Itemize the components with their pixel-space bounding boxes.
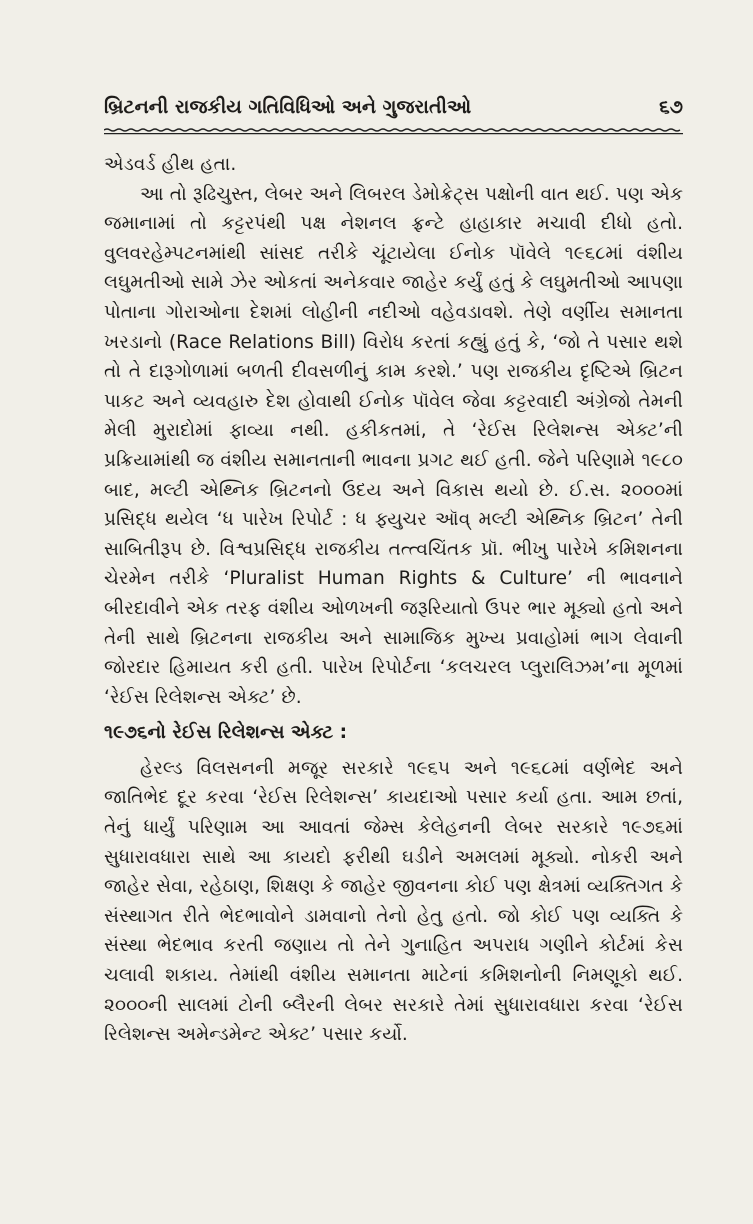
section-heading: ૧૯૭૬નો રેઈસ રિલેશન્સ એક્ટ : (104, 722, 348, 744)
paragraph-1: એડવર્ડ હીથ હતા. (104, 154, 237, 175)
page-number: ૬૭ (659, 96, 683, 118)
page-header (104, 96, 683, 118)
paragraph-3: હેરલ્ડ વિલસનની મજૂર સરકારે ૧૯૬૫ અને ૧૯૬૮માં વર્ણભેદ અને જાતિભેદ દૂર કરવા ‘રેઈસ રિલેશન્સ’ કાયદાઓ પસાર કર્યા હતા. આમ છતાં, તેનું ધાર્યું પરિણામ આ આવતાં જેમ્સ કેલેહનની લેબર સરકારે ૧૯૭૬માં સુધારાવધારા સાથે આ કાયદો ફરીથી ઘડીને અમલમાં મૂક્યો. નોકરી અને જાહેર સેવા, રહેઠાણ, શિક્ષણ કે જાહેર જીવનના કોઈ પણ ક્ષેત્રમાં વ્યક્તિગત કે સંસ્થાગત રીતે ભેદભાવોને ડામવાનો તેનો હેતુ હતો. જો કોઈ પણ વ્યક્તિ કે સંસ્થા ભેદભાવ કરતી જણાય તો તેને ગુનાહિત અપરાધ ગણીને કોર્ટમાં કેસ ચલાવી શકાય. તેમાંથી વંશીય સમાનતા માટેનાં કમિશનોની નિમણૂકો થઈ. ૨૦૦૦ની સાલમાં ટોની બ્લૈરની લેબર સરકારે તેમાં સુધારાવધારા કરવા ‘રેઈસ રિલેશન્સ અમેન્ડમેન્ટ એક્ટ’ પસાર કર્યો. (104, 757, 683, 1046)
running-title: બ્રિટનની રાજકીય ગતિવિધિઓ અને ગુજરાતીઓ (104, 96, 472, 118)
paragraph-2: આ તો રૂઢિચુસ્ત, લેબર અને લિબરલ ડેમોક્રેટ્સ પક્ષોની વાત થઈ. પણ એક જમાનામાં તો કટ્ટરપંથી પક્ષ નેશનલ ફ્રન્ટે હાહાકાર મચાવી દીધો હતો. વુલવરહેમ્પટનમાંથી સાંસદ તરીકે ચૂંટાયેલા ઈનોક પૉવેલે ૧૯૬૮માં વંશીય લઘુમતીઓ સામે ઝેર ઓકતાં અનેકવાર જાહેર કર્યું હતું કે લઘુમતીઓ આપણા પોતાના ગોરાઓના દેશમાં લોહીની નદીઓ વહેવડાવશે. તેણે વર્ણીય સમાનતા ખરડાનો (Race Relations Bill) વિરોધ કરતાં કહ્યું હતું કે, ‘જો તે પસાર થશે તો તે દારૂગોળામાં બળતી દીવસળીનું કામ કરશે.’ પણ રાજકીય દૃષ્ટિએ બ્રિટન પાકટ અને વ્યવહારુ દેશ હોવાથી ઈનોક પૉવેલ જેવા કટ્ટરવાદી અંગ્રેજો તેમની મેલી મુરાદોમાં ફાવ્યા નથી. હકીકતમાં, તે ‘રેઈસ રિલેશન્સ એક્ટ’ની પ્રક્રિયામાંથી જ વંશીય સમાનતાની ભાવના પ્રગટ થઈ હતી. જેને પરિણામે ૧૯૮૦ બાદ, મલ્ટી એથ્નિક બ્રિટનનો ઉદય અને વિકાસ થયો છે. ઈ.સ. ૨૦૦૦માં પ્રસિદ્ધ થયેલ ‘ધ પારેખ રિપોર્ટ : ધ ફ્યુચર ઑવ્ મલ્ટી એથ્નિક બ્રિટન’ તેની સાબિતીરૂપ છે. વિશ્વપ્રસિદ્ધ રાજકીય તત્ત્વચિંતક પ્રૉ. ભીખુ પારેખે કમિશનના ચેરમેન તરીકે ‘Pluralist Human Rights & Culture’ ની ભાવનાને બીરદાવીને એક તરફ વંશીય ઓળખની જરૂરિયાતો ઉપર ભાર મૂક્યો હતો અને તેની સાથે બ્રિટનના રાજકીય અને સામાજિક મુખ્ય પ્રવાહોમાં ભાગ લેવાની જોરદાર હિમાયત કરી હતી. પારેખ રિપોર્ટના ‘કલચરલ પ્લુરાલિઝમ’ના મૂળમાં ‘રેઈસ રિલેશન્સ એક્ટ’ છે. (104, 183, 683, 708)
header-rule (104, 128, 683, 135)
body-text (104, 150, 683, 1050)
